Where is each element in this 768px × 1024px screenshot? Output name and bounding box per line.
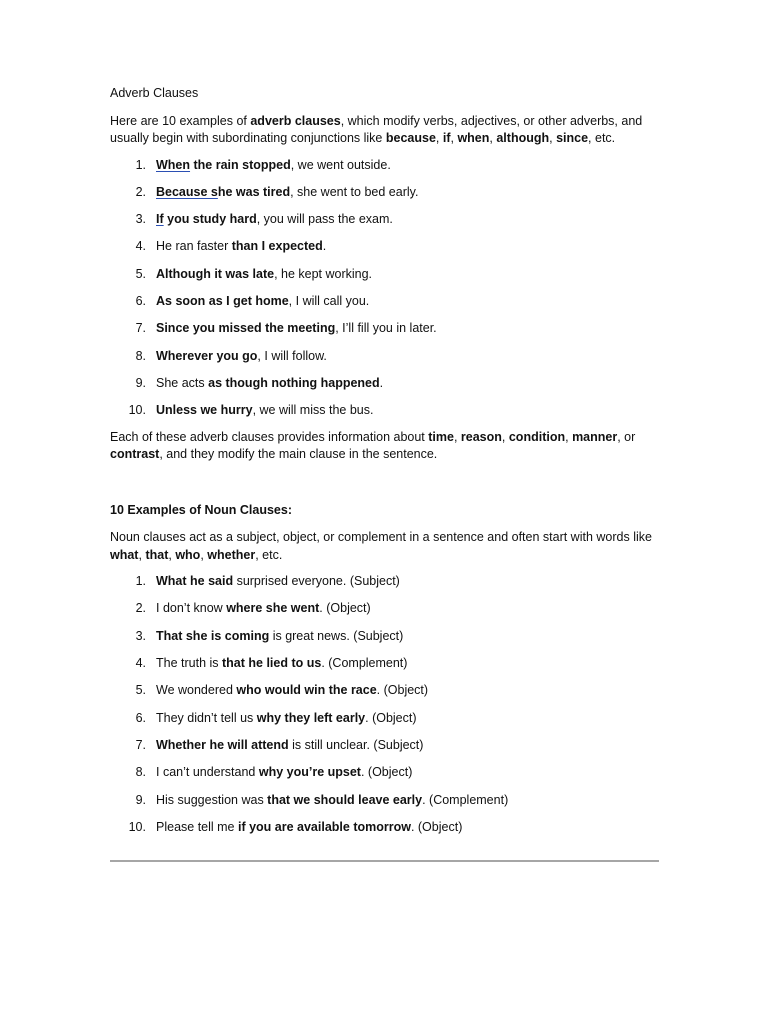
list-item-text xyxy=(156,683,428,697)
text-run: , he kept working. xyxy=(274,266,373,281)
list-number: 10. xyxy=(128,403,146,418)
bold-text: who xyxy=(175,547,201,562)
noun-example-item xyxy=(110,792,660,810)
bold-text: since xyxy=(556,131,589,145)
list-number: 1. xyxy=(135,574,146,589)
adverb-example-item xyxy=(110,320,660,338)
list-item-text xyxy=(156,239,326,253)
adverb-example-item xyxy=(110,266,660,284)
list-number: 10. xyxy=(128,819,146,834)
text-run: We wondered xyxy=(156,683,237,698)
bold-text: when xyxy=(457,131,490,145)
noun-example-item xyxy=(110,628,660,646)
noun-clauses-list xyxy=(110,573,660,836)
list-number: 7. xyxy=(135,737,146,752)
bold-text: that we should leave early xyxy=(267,792,423,807)
text-run: , xyxy=(435,131,443,145)
noun-example-item xyxy=(110,655,660,673)
text-run: The truth is xyxy=(156,656,222,671)
text-run: Here are 10 examples of xyxy=(110,113,251,128)
list-item-text xyxy=(156,765,412,779)
adverb-example-item xyxy=(110,293,660,311)
bold-text: reason xyxy=(460,429,502,444)
bold-text: because xyxy=(385,131,436,145)
noun-example-item xyxy=(110,600,660,618)
adverb-example-item xyxy=(110,238,660,256)
bold-text: that xyxy=(145,547,169,562)
text-run: is great news. (Subject) xyxy=(269,628,404,643)
bold-text: he was tired xyxy=(217,184,291,199)
noun-example-item xyxy=(110,682,660,700)
bold-text: whether xyxy=(207,547,256,562)
adverb-example-item xyxy=(110,157,660,175)
noun-example-item xyxy=(110,737,660,755)
adverb-clauses-list xyxy=(110,157,660,420)
adverb-clauses-summary xyxy=(110,429,660,464)
list-item-text xyxy=(156,294,369,308)
document-body xyxy=(110,85,660,845)
text-run: , xyxy=(200,547,208,562)
bold-text: why they left early xyxy=(256,710,366,725)
text-run: I don’t know xyxy=(156,601,227,616)
text-run: , xyxy=(450,131,458,145)
text-run: , we went outside. xyxy=(290,157,391,172)
text-run: , etc. xyxy=(588,131,616,145)
adverb-example-item xyxy=(110,184,660,202)
text-run: , xyxy=(489,131,497,145)
bold-text: if xyxy=(442,131,451,145)
list-item-text xyxy=(156,321,437,335)
list-number: 8. xyxy=(135,348,146,363)
bold-text: Unless we hurry xyxy=(156,403,253,418)
text-run: . (Object) xyxy=(365,710,417,725)
bold-text: as though nothing happened xyxy=(208,375,380,390)
list-item-text xyxy=(156,158,391,172)
horizontal-rule xyxy=(110,860,659,862)
list-number: 6. xyxy=(135,293,146,308)
text-run: . xyxy=(322,239,327,254)
bold-text: why you’re upset xyxy=(258,765,361,780)
underlined-text: If xyxy=(156,212,164,227)
section-spacer xyxy=(110,464,660,502)
bold-text: although xyxy=(496,131,550,145)
bold-text: What he said xyxy=(156,574,234,589)
list-item-text xyxy=(156,711,417,725)
list-number: 9. xyxy=(135,375,146,390)
list-item-text xyxy=(156,212,393,226)
adverb-clauses-intro xyxy=(110,113,660,148)
list-number: 4. xyxy=(135,656,146,671)
list-number: 7. xyxy=(135,321,146,336)
noun-clauses-heading: 10 Examples of Noun Clauses: xyxy=(110,502,293,517)
text-run: , xyxy=(453,429,461,444)
text-run: , I will follow. xyxy=(257,348,327,363)
list-item-text xyxy=(156,349,327,363)
text-run: She acts xyxy=(156,375,209,390)
list-item-text xyxy=(156,629,403,643)
text-run: . (Object) xyxy=(376,683,429,698)
text-run: They didn’t tell us xyxy=(156,710,257,725)
text-run: He ran faster xyxy=(156,239,232,254)
text-run: , xyxy=(138,547,146,562)
adverb-example-item xyxy=(110,375,660,393)
text-run: , etc. xyxy=(255,547,283,562)
text-run: . (Complement) xyxy=(422,792,509,807)
text-run: , xyxy=(549,131,557,145)
text-run: , and they modify the main clause in the sentence. xyxy=(159,447,438,462)
list-number: 8. xyxy=(135,765,146,780)
list-number: 5. xyxy=(135,683,146,698)
bold-text: that he lied to us xyxy=(222,656,322,671)
bold-text: manner xyxy=(572,429,618,444)
text-run: . xyxy=(379,375,384,390)
underlined-text: When xyxy=(156,157,191,172)
bold-text: Since you missed the meeting xyxy=(156,321,336,336)
noun-example-item xyxy=(110,764,660,782)
list-number: 3. xyxy=(135,212,146,227)
bold-text: if you are available tomorrow xyxy=(237,819,411,834)
list-item-text xyxy=(156,656,407,670)
text-run: I can’t understand xyxy=(156,765,259,780)
text-run: is still unclear. (Subject) xyxy=(288,737,424,752)
list-number: 5. xyxy=(135,266,146,281)
text-run: . (Object) xyxy=(410,819,463,834)
bold-text: contrast xyxy=(110,447,160,462)
text-run: Please tell me xyxy=(156,819,238,834)
list-number: 4. xyxy=(135,239,146,254)
text-run: Each of these adverb clauses provides information about xyxy=(110,429,429,444)
list-number: 3. xyxy=(135,628,146,643)
list-item-text xyxy=(156,376,383,390)
text-run: . (Object) xyxy=(319,601,371,616)
text-run: , xyxy=(168,547,176,562)
list-item-text xyxy=(156,267,372,281)
bold-text: than I expected xyxy=(231,239,323,254)
list-number: 2. xyxy=(135,184,146,199)
list-item-text xyxy=(156,185,418,199)
text-run: , xyxy=(565,429,573,444)
bold-text: time xyxy=(428,429,454,444)
adverb-example-item xyxy=(110,348,660,366)
bold-text: Whether he will attend xyxy=(156,737,289,752)
list-number: 6. xyxy=(135,710,146,725)
list-item-text xyxy=(156,601,371,615)
text-run: , xyxy=(501,429,509,444)
bold-text: As soon as I get home xyxy=(156,293,289,308)
underlined-text: Because s xyxy=(156,184,218,199)
list-item-text xyxy=(156,820,462,834)
list-item-text xyxy=(156,738,423,752)
list-item-text xyxy=(156,793,508,807)
noun-example-item xyxy=(110,573,660,591)
noun-clauses-intro xyxy=(110,529,660,564)
text-run: , or xyxy=(617,429,636,444)
text-run: , we will miss the bus. xyxy=(252,403,374,418)
text-run: His suggestion was xyxy=(156,792,268,807)
list-number: 9. xyxy=(135,792,146,807)
bold-text: where she went xyxy=(226,601,320,616)
bold-text: Although it was late xyxy=(156,266,275,281)
list-number: 1. xyxy=(135,157,146,172)
list-item-text xyxy=(156,403,373,417)
text-run: , I’ll fill you in later. xyxy=(335,321,437,336)
bold-text: what xyxy=(110,547,139,562)
noun-example-item xyxy=(110,819,660,837)
text-run: surprised everyone. (Subject) xyxy=(233,574,400,589)
text-run: . (Object) xyxy=(360,765,413,780)
text-run: . (Complement) xyxy=(321,656,408,671)
bold-text: adverb clauses xyxy=(250,113,341,128)
text-run: Noun clauses act as a subject, object, or complement in a sentence and often start with words like xyxy=(110,530,652,545)
text-run: , you will pass the exam. xyxy=(256,212,393,227)
bold-text: the rain stopped xyxy=(190,157,291,172)
bold-text: you study hard xyxy=(163,212,257,227)
text-run: , she went to bed early. xyxy=(290,184,419,199)
text-run: , which modify verbs, adjectives, or other adverbs, and usually begin with subordinating conjunctions like xyxy=(110,113,643,145)
bold-text: That she is coming xyxy=(156,628,270,643)
adverb-clauses-heading: Adverb Clauses xyxy=(110,86,199,100)
list-item-text xyxy=(156,574,400,588)
bold-text: who would win the race xyxy=(236,683,377,698)
bold-text: Wherever you go xyxy=(156,348,258,363)
text-run: , I will call you. xyxy=(288,293,370,308)
adverb-example-item xyxy=(110,211,660,229)
bold-text: condition xyxy=(508,429,566,444)
list-number: 2. xyxy=(135,601,146,616)
adverb-example-item xyxy=(110,402,660,420)
noun-example-item xyxy=(110,710,660,728)
